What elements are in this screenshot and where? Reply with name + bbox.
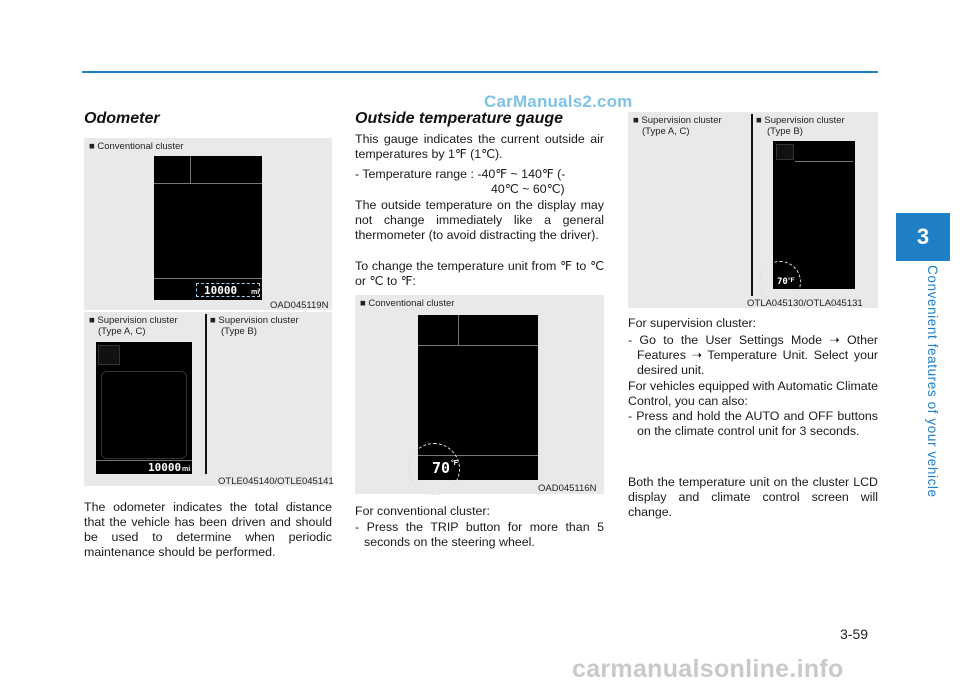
supervision-screen: [773, 141, 855, 289]
temperature-unit: °F: [451, 460, 459, 467]
figure-divider: [205, 314, 207, 474]
outside-temp-heading: Outside temperature gauge: [355, 110, 564, 127]
outside-temp-note: The outside temperature on the display may not change immediately like a general thermometer (to avoid distracting the driver).: [355, 198, 604, 242]
figure-caption: ■ Conventional cluster: [360, 298, 455, 309]
figure-caption-right: ■ Supervision cluster (Type B): [210, 315, 299, 337]
figure-code: OAD045119N: [270, 300, 329, 311]
auto-climate-step: - Press and hold the AUTO and OFF buttons on the climate control unit for 3 seconds.: [628, 409, 878, 438]
odometer-supervision-figure: [84, 312, 332, 486]
figure-code: OTLE045140/OTLE045141: [218, 476, 334, 487]
temperature-range-line2: 40℃ ~ 60℃): [491, 182, 565, 196]
auto-climate-intro: For vehicles equipped with Automatic Climate Control, you can also:: [628, 379, 878, 408]
temp-supervision-figure: [628, 112, 878, 308]
outside-temp-intro: This gauge indicates the current outside air temperatures by 1℉ (1℃).: [355, 132, 604, 161]
watermark-bottom: carmanualsonline.info: [572, 655, 844, 683]
odometer-heading: Odometer: [84, 110, 160, 127]
odometer-unit: mi: [182, 466, 191, 473]
odometer-display: 10000: [204, 284, 238, 297]
figure-caption: ■ Conventional cluster: [89, 141, 184, 152]
temperature-range-line1: - Temperature range : -40℉ ~ 140℉ (-: [355, 167, 566, 181]
odometer-conventional-figure: [84, 138, 332, 310]
page-number: 3-59: [840, 626, 869, 642]
cluster-screen: [154, 156, 262, 300]
cluster-screen: [418, 315, 538, 480]
figure-caption-left: ■ Supervision cluster (Type A, C): [89, 315, 178, 337]
odometer-description: The odometer indicates the total distance that the vehicle has been driven and should be used to determine when periodic maintenance should be performed.: [84, 500, 332, 559]
odometer-unit: mi: [251, 289, 260, 296]
temp-conventional-figure: [355, 295, 604, 494]
temperature-display: 70: [777, 277, 788, 287]
figure-code: OAD045116N: [538, 483, 597, 494]
supervision-screen: [96, 342, 192, 474]
temperature-display: 70: [432, 459, 451, 477]
supervision-cluster-step: - Go to the User Settings Mode ➝ Other Features ➝ Temperature Unit. Select your desired unit.: [628, 333, 878, 377]
top-rule: [82, 71, 878, 73]
conventional-cluster-label: For conventional cluster:: [355, 504, 490, 518]
odometer-display: 10000: [148, 461, 182, 474]
unit-change-intro: To change the temperature unit from ℉ to ℃ or ℃ to ℉:: [355, 259, 604, 288]
watermark-top: CarManuals2.com: [484, 92, 633, 111]
conventional-cluster-step: - Press the TRIP button for more than 5 seconds on the steering wheel.: [355, 520, 604, 549]
figure-divider: [751, 114, 753, 296]
figure-caption-left: ■ Supervision cluster (Type A, C): [633, 115, 722, 137]
temperature-unit: °F: [788, 277, 795, 284]
unit-change-result: Both the temperature unit on the cluster LCD display and climate control screen will change.: [628, 475, 878, 519]
figure-code: OTLA045130/OTLA045131: [747, 298, 863, 309]
chapter-title: Convenient features of your vehicle: [925, 265, 940, 498]
figure-caption-right: ■ Supervision cluster (Type B): [756, 115, 845, 137]
chapter-tab: 3: [896, 213, 950, 261]
supervision-cluster-label: For supervision cluster:: [628, 316, 757, 330]
